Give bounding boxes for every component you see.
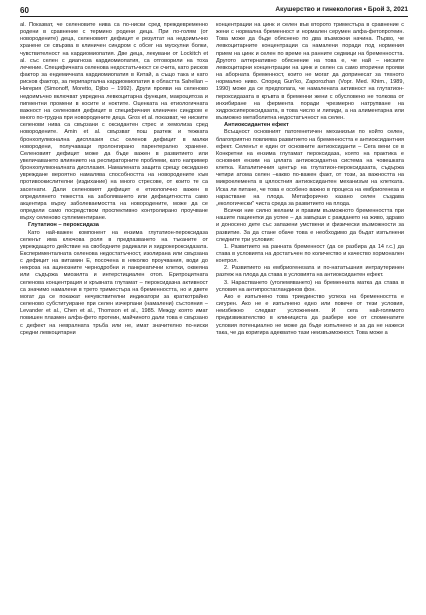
section-heading-glutathione-peroxidase: Глутатион – пероксидаза xyxy=(28,222,99,229)
journal-running-title: Акушерство и гинекология • Брой 3, 2021 xyxy=(275,6,408,13)
list-item-condition-3: 3. Нарастването (уголемяването) на бременната матка да става в условия на антипростагландинов фон. xyxy=(216,279,404,293)
body-paragraph: Всъщност основният патогенетичен механизъм по който селен, благоприятно повлиява развитието на бременността е антиоксидантния ефект. Селенът е един от основните антиоксиданти – Сега вени се в Конкретни на ензима глутамат пероксидаза, която на практика е основния ензим на цялата антиоксидантна система на човешката клетка. Каталитичния център на глутатион-пероксидазата, съдържа четири атома селен –какво по-важен факт, от този, за важността на микроелемента в цялостния антиоксидантен механизъм на клетката. Иска ли питане, че това е особено важно в процеса на ембриогенеза и нарастване на плода. Метафорично казано селен създава „екологически" чиста среда за развитието на плода. xyxy=(216,129,404,207)
body-paragraph: концентрации на цинк и селен във второто триместъра в сравнение с жени с нормална бременност и нормален серумен алфа-фетопротеин. Това може да бъде обяснено по два възможни начина. Първо, че левкоцитарните концентрации са намалени поради под нормения прием на цинк и селен по време на ранните седмици на бременността. Другото алтернативно обяснение на това е, че най – ниските левкоцитарни концентрации на цинк и селен са само вторични прояви на аборната бременност, които не могат да допринесат за тяхното нормално ниво. Според Gun'ko, Zaporozhan (Vopr. Med. Khim., 1989, 1990) може да се предполага, че намалената активност на глутатион-пероксидазата в кръвта в бременни жени с обусловено не толкова от инхибиране на ферментa поради чрезмерно натрупване на хидроксипероксидазата, в това число и липиди, а на алиментарна или възможно метаболитна недостатъчност на селен. xyxy=(216,22,404,122)
header-rule xyxy=(20,16,408,17)
body-paragraph: al. Показват, че селеновите нива са по-ниски сред преждевременно родени в сравнение с термино родени деца. При по-голям (от новородените) деца, селеновият дефицит е резултат на недоимъчно хранене се свързва в клиничен синдром с обсег на мускулни болки, чувствителност на кардиомиопатия. Две деца, лекувани от Lockitch et al. със селен с диагноза кардиомиопатия, са отговорили на тоха лечение. Специфичната селенова недостатъчност се счита, като рисков фактор за ендемичната кардиомиопатия в Китай, а също така и като рисков фактор, за перипартална кардиомиопатия в областта Sahelian – Нигерия (Simonoff, Moretto, Djibo – 1992). Други прояви на селеново недоимъчно включват увредена левкоцитарна функция, макроцитоза и пигментни промени в косите и ноктите. Оценката на етиологичната важност на селеновия дефицит в специфичния клиничен синдром е много по-трудна при новородените деца. Gros et al. показват, че ниските селенови нива са свързани с оксидантен стрес и хемолиза сред новородените. Amin et al. свързват пош разтеж и тежката бронхопулмонална дисплазия със селенов дефицит в малки новородени, получаващи пролонгирано парентерално хранене. Селеновият дефицит може да бъде важен в развитието или увеличаването влиянието на респираторните проблеми, като например бронхопулмоналната дисплазия. Намалената защита срещу оксидазно увреждане вероятно намалява способността на новородените към противоокислителни (издихание) на много стресове, от които те са засегнати. Дали селеновият дефицит е етиологично важен в определянето тежестта на заболяването или дефицитността само акцентира върху заболеваемостта на новородените, може да се определи само посредством проспективно контролирано проучване върху селеново суплементиране. xyxy=(20,22,208,222)
right-text-column xyxy=(216,22,404,337)
page-number: 60 xyxy=(20,6,29,15)
list-item-condition-1: 1. Развитието на ранната бременност (да се разбира да 14 г.с.) да става в условията на достатъчен по количество и качество хормонален контрол. xyxy=(216,243,404,265)
body-paragraph: Ако е изпълнено това триединство успеха на бременността е сигурен. Ако не е изпълнено едно или повече от тези условия, неизбежно следват усложнения. И сега най-голямото предизвикателство в клиницистa да разбере кое от споменатите условия потенциално не може да бъде изпълнено и за да не нажеси така, че да коригира адекватно тази неизвъзможност. Това може а xyxy=(216,293,404,336)
section-heading-antioxidant-effect: Антиоксидантен ефект xyxy=(224,122,289,129)
list-item-condition-2: 2. Развитието на ембриогенезата и по-нататъшния интраутеринен разтеж на плода да става в условията на антиоксидантен ефект. xyxy=(216,265,404,279)
page-header xyxy=(0,0,426,20)
body-paragraph: Всички ние силно желаем и правим възможното бременността при нашите пациентки да успее – да завърши с раждането на живо, здраво и доносено дете със запазени умствени и физически възможности за развитие. За да стане обаче това е необходимо да бъдат изпълнени следните три условия: xyxy=(216,208,404,243)
left-text-column xyxy=(20,22,208,337)
body-paragraph: Като най-важен компонент на ензима глутатион-пероксидаза селенът има ключова роля в предпазването на тъканите от увреждащото действие на свободните радикали и хидрокероксидазата. Експерименталната селенова недостатъчност, изолирана или свързана с дефицит на витамин Е, посочена в няколко проучвания, води до некроза на ацинозните чернодробни и панкреатични клетки, оквеяна или съдържа миозилта и интерстициален отоп. Еритроцитната селенова концентрация и кръвната глутамат – пероксидазна активност са значимо намалени в трето триместъра на бременността, но и двете могат да се покажат нечувствителни индикатори за краткотрайно селеново субституиране при селен изчерпани (намалени) състояния – Levander et al., Chen et al., Thomson et al., 1985. Между която имат повишен плазмен алфа-фето протеин, майчиното дали това е свързано с дефект на невралната тръба или не, имат значително по-ниски средни левкоцитарни xyxy=(20,229,208,336)
